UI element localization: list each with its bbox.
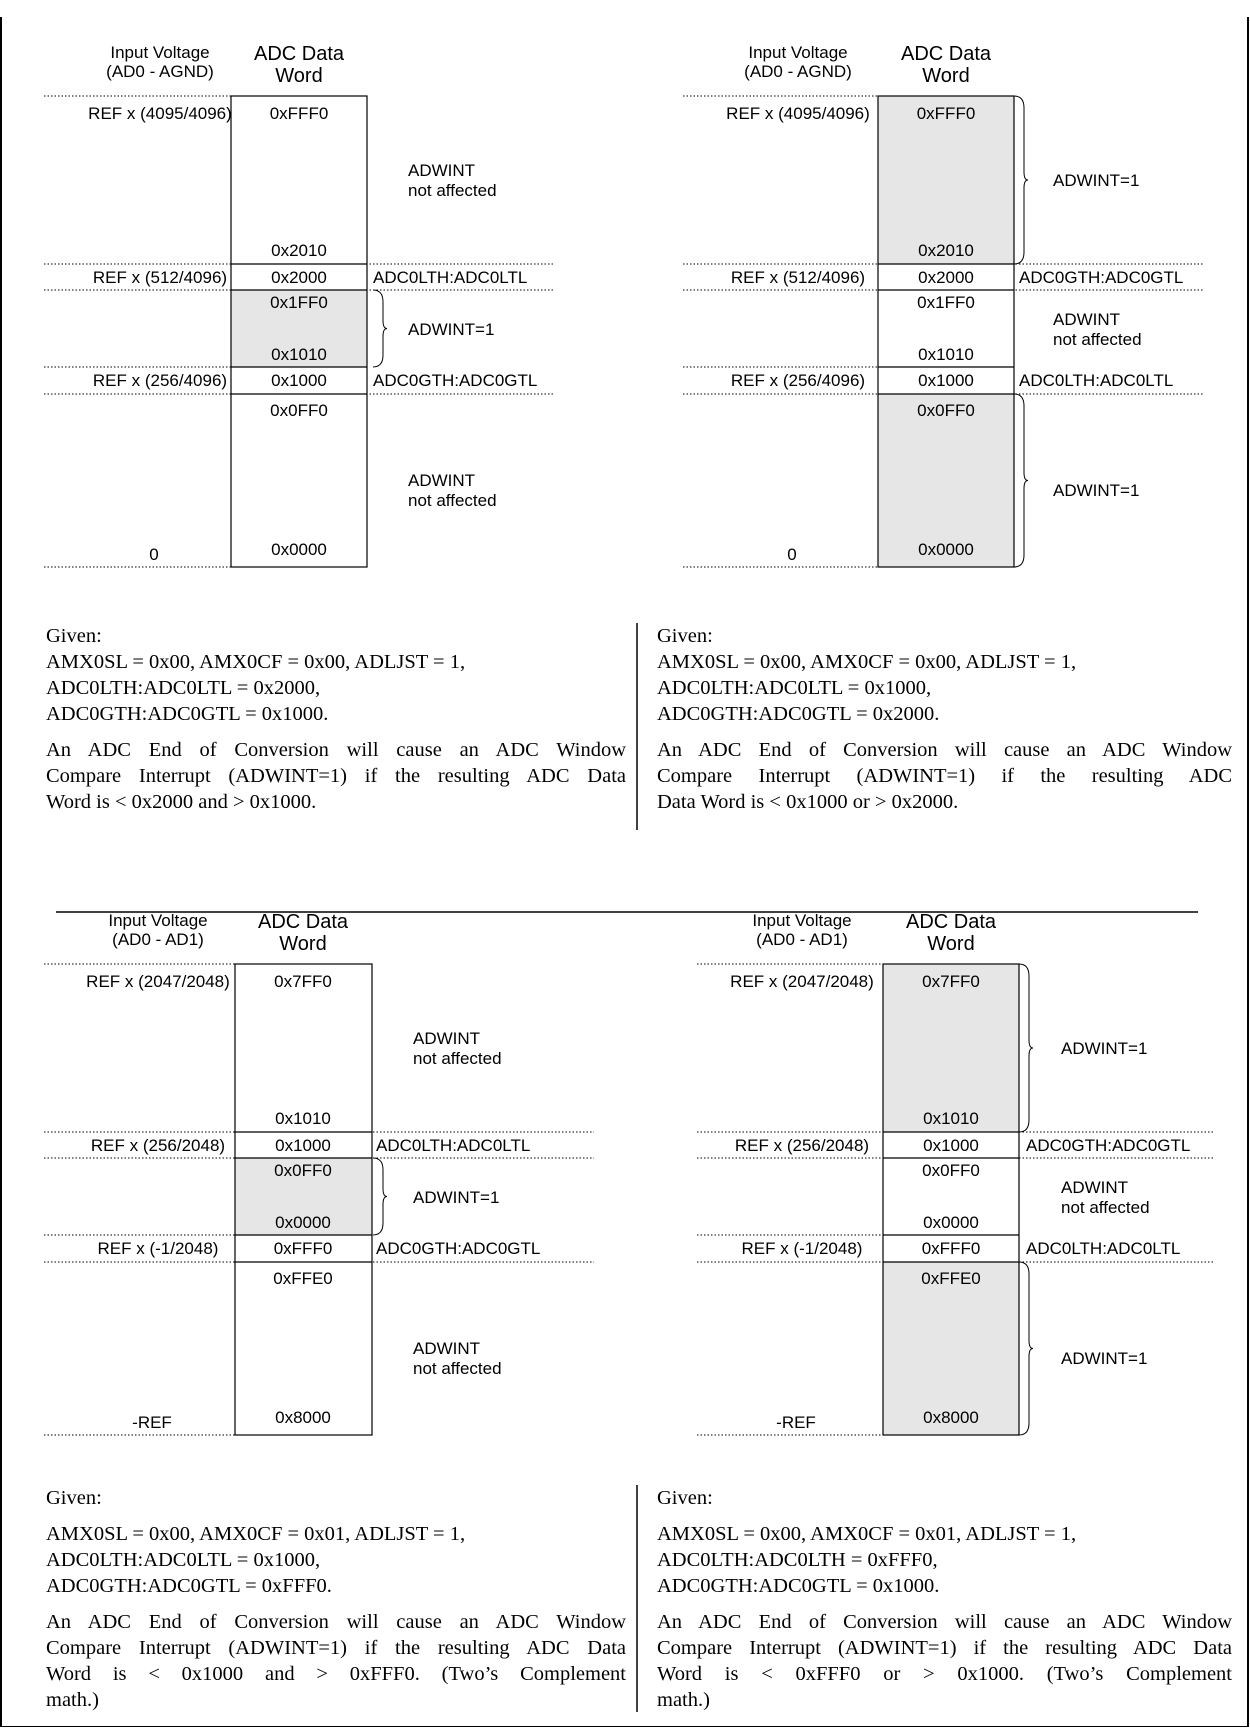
threshold-register-label: ADC0GTH:ADC0GTL xyxy=(376,1239,541,1258)
given-line: AMX0SL = 0x00, AMX0CF = 0x00, ADLJST = 1, xyxy=(46,651,466,673)
data-word-value: 0xFFF0 xyxy=(269,104,329,123)
panel2-given-block xyxy=(657,623,1232,815)
data-word-value: 0x1010 xyxy=(271,345,327,364)
panel4-given-block xyxy=(657,1485,1232,1713)
data-word-value: 0xFFF0 xyxy=(921,1239,981,1258)
input-voltage-header: (AD0 - AD1) xyxy=(756,930,848,949)
data-word-value: 0x1000 xyxy=(918,371,974,390)
region-status-label: not affected xyxy=(1061,1198,1150,1217)
desc-line: Compare Interrupt (ADWINT=1) if the resulting ADC Data xyxy=(46,1637,626,1659)
input-voltage-header: (AD0 - AD1) xyxy=(112,930,204,949)
title-cutoff-bar xyxy=(0,0,1250,17)
given-line: ADC0GTH:ADC0GTL = 0x1000. xyxy=(46,703,329,725)
data-word-value: 0xFFE0 xyxy=(273,1269,333,1288)
region-status-label: ADWINT xyxy=(413,1339,481,1358)
data-word-value: 0x7FF0 xyxy=(274,972,332,991)
desc-line: Word is < 0xFFF0 or > 0x1000. (Two’s Complement xyxy=(657,1663,1232,1685)
given-line: ADC0LTH:ADC0LTL = 0x1000, xyxy=(657,677,932,699)
desc-line: Compare Interrupt (ADWINT=1) if the resulting ADC Data xyxy=(46,765,626,787)
data-word-value: 0x0FF0 xyxy=(270,401,328,420)
voltage-label: REF x (2047/2048) xyxy=(730,972,874,991)
region-status-label: ADWINT=1 xyxy=(1053,481,1140,500)
voltage-label: REF x (512/4096) xyxy=(92,268,228,287)
window-compare-panel-3 xyxy=(44,911,594,1435)
region-brace xyxy=(1014,394,1028,567)
threshold-register-label: ADC0LTH:ADC0LTL xyxy=(1019,371,1174,390)
voltage-label: REF x (256/2048) xyxy=(734,1136,870,1155)
input-voltage-header: Input Voltage xyxy=(748,43,848,62)
threshold-register-label: ADC0GTH:ADC0GTL xyxy=(1026,1136,1191,1155)
region-status-label: ADWINT xyxy=(408,471,476,490)
region-status-label: not affected xyxy=(1053,330,1142,349)
data-word-value: 0x0000 xyxy=(275,1213,331,1232)
threshold-register-label: ADC0GTH:ADC0GTL xyxy=(373,371,538,390)
input-voltage-header: (AD0 - AGND) xyxy=(106,62,214,81)
given-title: Given: xyxy=(657,1487,713,1509)
desc-line: An ADC End of Conversion will cause an ADC Window xyxy=(46,1611,626,1633)
voltage-label: REF x (4095/4096) xyxy=(88,104,232,123)
region-status-label: ADWINT xyxy=(1061,1178,1129,1197)
region-status-label: not affected xyxy=(408,181,497,200)
data-word-header: Word xyxy=(922,65,970,87)
data-word-value: 0x2010 xyxy=(271,241,327,260)
region-status-label: ADWINT=1 xyxy=(1061,1039,1148,1058)
given-line: ADC0GTH:ADC0GTL = 0xFFF0. xyxy=(46,1575,332,1597)
data-word-value: 0x2010 xyxy=(918,241,974,260)
given-line: ADC0LTH:ADC0LTL = 0x1000, xyxy=(46,1549,321,1571)
region-status-label: ADWINT=1 xyxy=(408,320,495,339)
panel3-given-block xyxy=(46,1485,626,1713)
data-word-value: 0x0FF0 xyxy=(917,401,975,420)
window-compare-panel-2 xyxy=(683,43,1203,567)
given-title: Given: xyxy=(46,625,102,647)
data-word-value: 0x2000 xyxy=(271,268,327,287)
region-status-label: ADWINT xyxy=(1053,310,1121,329)
data-word-value: 0x0000 xyxy=(918,540,974,559)
data-word-value: 0x2000 xyxy=(918,268,974,287)
region-status-label: ADWINT=1 xyxy=(1061,1349,1148,1368)
data-word-value: 0x0000 xyxy=(271,540,327,559)
voltage-label: REF x (256/4096) xyxy=(730,371,866,390)
input-voltage-header: Input Voltage xyxy=(752,911,852,930)
desc-line: Data Word is < 0x1000 or > 0x2000. xyxy=(657,791,959,813)
data-word-header: Word xyxy=(279,933,327,955)
data-word-value: 0xFFE0 xyxy=(921,1269,981,1288)
desc-line: math.) xyxy=(46,1689,99,1711)
region-brace xyxy=(1019,1262,1033,1435)
region-status-label: ADWINT=1 xyxy=(413,1188,500,1207)
region-brace xyxy=(1014,96,1028,264)
data-word-value: 0x1000 xyxy=(923,1136,979,1155)
data-word-value: 0xFFF0 xyxy=(273,1239,333,1258)
desc-line: An ADC End of Conversion will cause an ADC Window xyxy=(657,1611,1232,1633)
data-word-header: Word xyxy=(275,65,323,87)
region-status-label: ADWINT xyxy=(408,161,476,180)
voltage-label: REF x (-1/2048) xyxy=(97,1239,219,1258)
data-word-value: 0xFFF0 xyxy=(916,104,976,123)
voltage-label: REF x (-1/2048) xyxy=(741,1239,863,1258)
region-status-label: not affected xyxy=(413,1359,502,1378)
data-word-value: 0x1000 xyxy=(271,371,327,390)
threshold-register-label: ADC0GTH:ADC0GTL xyxy=(1019,268,1184,287)
given-line: ADC0GTH:ADC0GTL = 0x1000. xyxy=(657,1575,940,1597)
region-status-label: not affected xyxy=(413,1049,502,1068)
given-line: ADC0GTH:ADC0GTL = 0x2000. xyxy=(657,703,940,725)
voltage-label: -REF xyxy=(132,1413,172,1432)
data-word-value: 0x1010 xyxy=(923,1109,979,1128)
desc-line: An ADC End of Conversion will cause an ADC Window xyxy=(46,739,626,761)
given-line: AMX0SL = 0x00, AMX0CF = 0x00, ADLJST = 1, xyxy=(657,651,1077,673)
data-word-value: 0x7FF0 xyxy=(922,972,980,991)
voltage-label: REF x (4095/4096) xyxy=(726,104,870,123)
region-brace xyxy=(373,1158,387,1235)
data-word-value: 0x0000 xyxy=(923,1213,979,1232)
voltage-label: REF x (256/4096) xyxy=(92,371,228,390)
desc-line: math.) xyxy=(657,1689,710,1711)
desc-line: Compare Interrupt (ADWINT=1) if the resulting ADC Data xyxy=(657,1637,1232,1659)
desc-line: An ADC End of Conversion will cause an ADC Window xyxy=(657,739,1232,761)
input-voltage-header: Input Voltage xyxy=(108,911,208,930)
given-line: ADC0LTH:ADC0LTH = 0xFFF0, xyxy=(657,1549,938,1571)
region-status-label: ADWINT xyxy=(413,1029,481,1048)
voltage-label: -REF xyxy=(776,1413,816,1432)
threshold-register-label: ADC0LTH:ADC0LTL xyxy=(376,1136,531,1155)
data-word-value: 0x1000 xyxy=(275,1136,331,1155)
data-word-header: ADC Data xyxy=(253,43,345,65)
region-status-label: not affected xyxy=(408,491,497,510)
voltage-label: REF x (256/2048) xyxy=(90,1136,226,1155)
window-compare-panel-1 xyxy=(44,43,555,567)
given-title: Given: xyxy=(657,625,713,647)
input-voltage-header: Input Voltage xyxy=(110,43,210,62)
input-voltage-header: (AD0 - AGND) xyxy=(744,62,852,81)
panel1-given-block xyxy=(46,623,626,815)
voltage-label: 0 xyxy=(149,545,159,564)
region-brace xyxy=(1019,964,1033,1132)
data-word-value: 0x8000 xyxy=(275,1408,331,1427)
data-word-header: Word xyxy=(927,933,975,955)
threshold-register-label: ADC0LTH:ADC0LTL xyxy=(373,268,528,287)
desc-line: Compare Interrupt (ADWINT=1) if the resulting ADC xyxy=(657,765,1232,787)
data-word-value: 0x1FF0 xyxy=(270,293,328,312)
data-word-header: ADC Data xyxy=(257,911,349,933)
region-status-label: ADWINT=1 xyxy=(1053,171,1140,190)
given-line: AMX0SL = 0x00, AMX0CF = 0x01, ADLJST = 1, xyxy=(657,1523,1077,1545)
data-word-value: 0x0FF0 xyxy=(274,1161,332,1180)
data-word-value: 0x1010 xyxy=(918,345,974,364)
voltage-label: REF x (2047/2048) xyxy=(86,972,230,991)
given-line: ADC0LTH:ADC0LTL = 0x2000, xyxy=(46,677,321,699)
window-compare-panel-4 xyxy=(697,911,1213,1435)
data-word-value: 0x0FF0 xyxy=(922,1161,980,1180)
data-word-header: ADC Data xyxy=(900,43,992,65)
region-brace xyxy=(373,290,387,367)
data-word-header: ADC Data xyxy=(905,911,997,933)
desc-line: Word is < 0x2000 and > 0x1000. xyxy=(46,791,317,813)
threshold-register-label: ADC0LTH:ADC0LTL xyxy=(1026,1239,1181,1258)
data-word-value: 0x8000 xyxy=(923,1408,979,1427)
voltage-label: REF x (512/4096) xyxy=(730,268,866,287)
given-title: Given: xyxy=(46,1487,102,1509)
desc-line: Word is < 0x1000 and > 0xFFF0. (Two’s Complement xyxy=(46,1663,626,1685)
data-word-value: 0x1010 xyxy=(275,1109,331,1128)
data-word-value: 0x1FF0 xyxy=(917,293,975,312)
voltage-label: 0 xyxy=(787,545,797,564)
given-line: AMX0SL = 0x00, AMX0CF = 0x01, ADLJST = 1, xyxy=(46,1523,466,1545)
